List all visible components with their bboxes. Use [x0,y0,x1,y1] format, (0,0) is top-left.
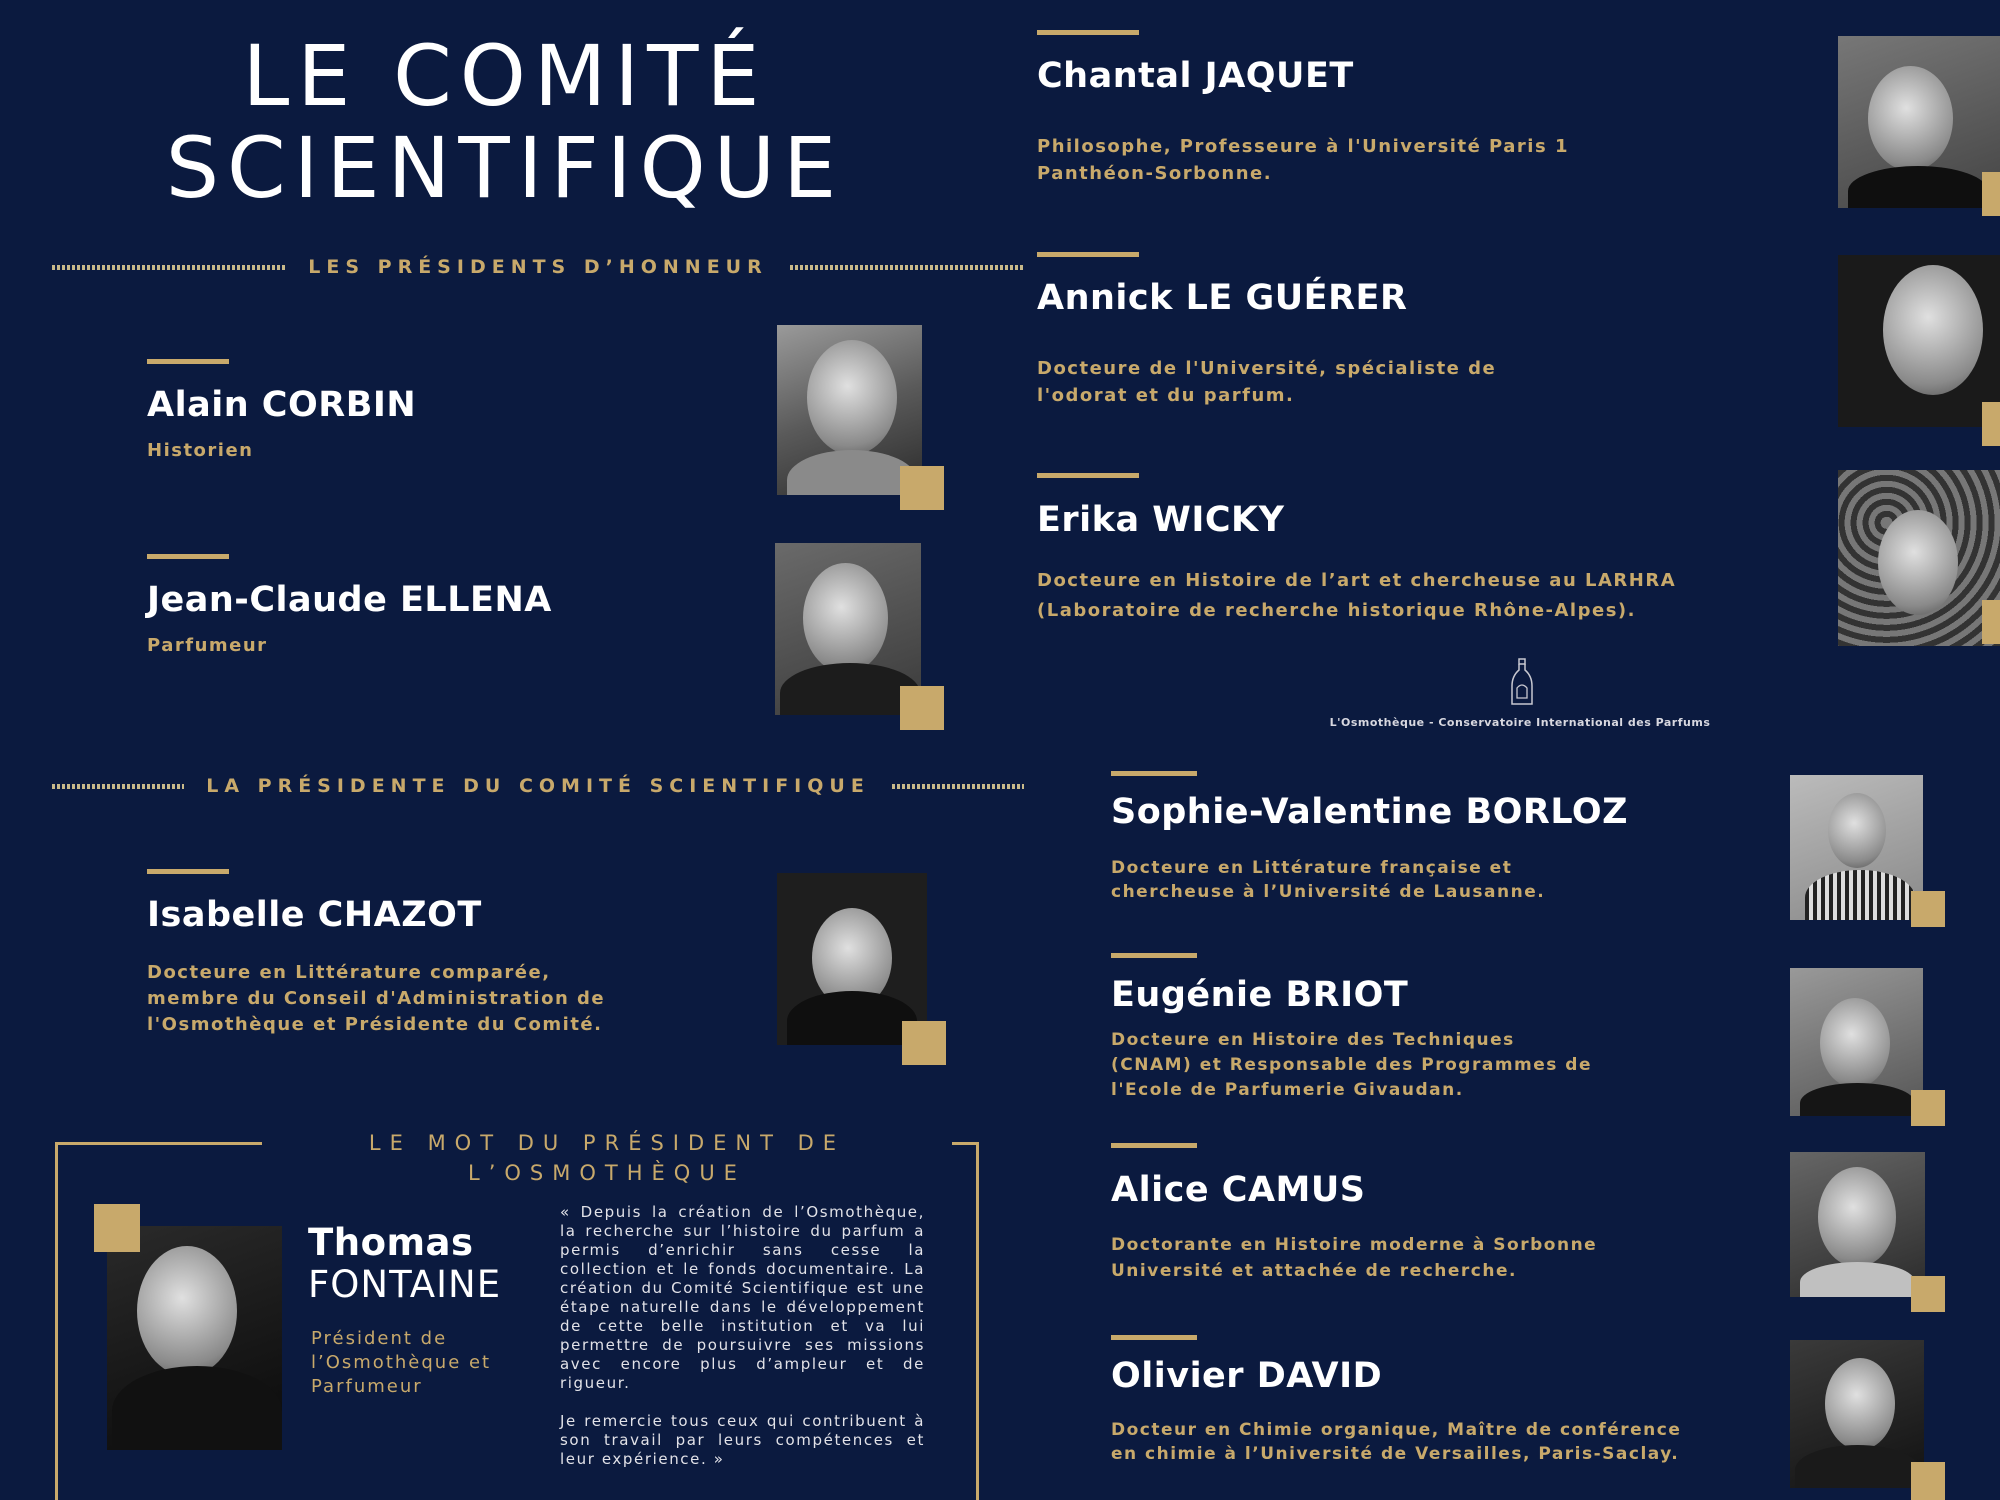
gold-bar [1037,252,1139,257]
title-line-2: SCIENTIFIQUE [165,119,845,217]
quote-paragraph: « Depuis la création de l’Osmothèque, la recherche sur l’histoire du parfum a permis d’enrichir sans cesse la collection et le fonds documentaire. La création du Comité Scientifique est une étape naturelle dans le développement de cette belle institution et va lui permettre de poursuivre ses missions avec encore plus d’ampleur et de rigueur. [560,1203,925,1392]
profile-name: Isabelle CHAZOT [147,895,482,935]
gold-square [1911,891,1945,927]
president-quote [560,1203,925,1469]
gold-square [1982,600,2000,644]
gold-bar [1111,953,1197,958]
quote-paragraph: Je remercie tous ceux qui contribuent à son travail par leurs compétences et leur expérience. » [560,1412,925,1468]
profile-photo [1790,1340,1924,1488]
gold-bar [147,359,229,364]
profile-photo [1790,775,1923,920]
profile-role: Historien [147,440,254,461]
gold-bar [1111,1335,1197,1340]
profile-name: Chantal JAQUET [1037,56,1354,96]
gold-square [900,466,944,510]
profile-description: Philosophe, Professeure à l'Université Paris 1 Panthéon-Sorbonne. [1037,136,1569,184]
profile-photo [1838,36,2000,208]
gold-bar [147,554,229,559]
dotted-divider [52,265,286,270]
profile-description: Docteure de l'Université, spécialiste de l'odorat et du parfum. [1037,358,1497,406]
gold-bar [1037,30,1139,35]
profile-photo [1838,255,2000,427]
gold-square [1911,1090,1945,1126]
profile-photo [107,1226,282,1450]
profile-name: Jean-Claude ELLENA [147,580,552,620]
title-line-1: LE COMITÉ [242,27,768,125]
gold-square [1911,1276,1945,1312]
gold-square [1911,1462,1945,1500]
section-header-honorary-presidents [52,256,1024,278]
profile-photo [777,873,927,1045]
profile-name: Annick LE GUÉRER [1037,278,1408,318]
page-title [150,27,860,217]
profile-name: Thomas FONTAINE [308,1221,502,1306]
section-header-president-word: LE MOT DU PRÉSIDENT DE L’OSMOTHÈQUE [262,1128,952,1158]
gold-bar [147,869,229,874]
profile-name: Olivier DAVID [1111,1356,1383,1396]
gold-square [902,1021,946,1065]
profile-description: Docteur en Chimie organique, Maître de conférence en chimie à l’Université de Versailles, Paris-Saclay. [1111,1420,1682,1464]
profile-name: Erika WICKY [1037,500,1285,540]
profile-name: Alain CORBIN [147,385,417,425]
profile-photo [1838,470,2000,646]
gold-bar [1037,473,1139,478]
profile-photo [1790,1152,1925,1297]
profile-role: Parfumeur [147,635,268,656]
dotted-divider [790,265,1024,270]
logo-caption: L'Osmothèque - Conservatoire International des Parfums [1329,716,1711,729]
profile-description: Docteure en Littérature française et chercheuse à l’Université de Lausanne. [1111,858,1546,902]
gold-bar [1111,1143,1197,1148]
profile-name: Sophie-Valentine BORLOZ [1111,792,1629,832]
profile-name: Alice CAMUS [1111,1170,1366,1210]
section-header-committee-president [52,775,1024,797]
section-title: LA PRÉSIDENTE DU COMITÉ SCIENTIFIQUE [206,775,870,797]
profile-photo [1790,968,1923,1116]
section-title: LES PRÉSIDENTS D’HONNEUR [308,256,768,278]
gold-bar [1111,771,1197,776]
gold-square [1982,402,2000,446]
profile-description: Docteure en Littérature comparée, membre du Conseil d'Administration de l'Osmothèque et Présidente du Comité. [147,962,606,1035]
gold-square [1982,172,2000,216]
profile-description: Doctorante en Histoire moderne à Sorbonne Université et attachée de recherche. [1111,1235,1598,1281]
profile-name: Eugénie BRIOT [1111,975,1409,1015]
gold-square [94,1204,140,1252]
dotted-divider [52,784,184,789]
profile-role: Président de l’Osmothèque et Parfumeur [311,1328,492,1397]
dotted-divider [892,784,1024,789]
profile-description: Docteure en Histoire des Techniques (CNAM) et Responsable des Programmes de l'Ecole de Parfumerie Givaudan. [1111,1030,1593,1100]
profile-description: Docteure en Histoire de l’art et chercheuse au LARHRA (Laboratoire de recherche historique Rhône-Alpes). [1037,570,1677,621]
gold-square [900,686,944,730]
perfume-bottle-icon [1508,658,1536,708]
